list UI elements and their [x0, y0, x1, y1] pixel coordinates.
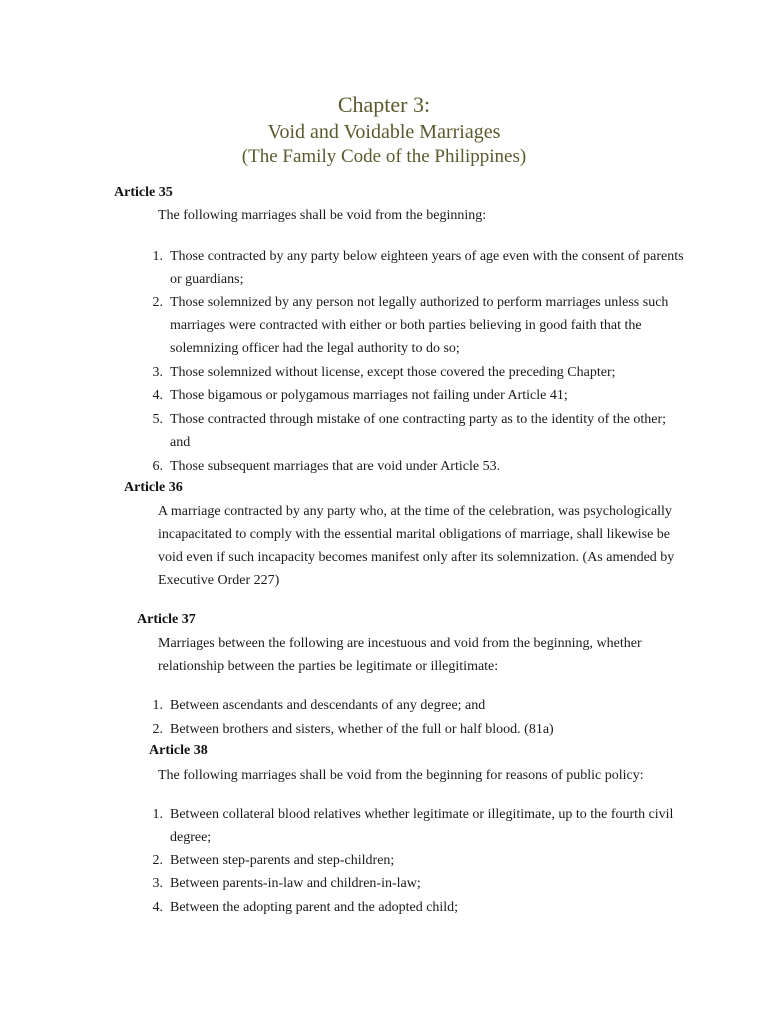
list-item-text — [170, 291, 685, 360]
list-item-line: Those solemnized without license, except those covered the preceding Chapter; — [170, 365, 616, 380]
chapter-subtitle: (The Family Code of the Philippines) — [241, 146, 527, 167]
list-item-text — [170, 361, 685, 384]
list-item-line: Those contracted by any party below eighteen years of age even with the consent of parents — [170, 249, 684, 264]
article-37-intro-line: relationship between the parties be legitimate or illegitimate: — [158, 659, 499, 674]
list-item-number: 1. — [152, 249, 163, 264]
list-item-number: 3. — [152, 876, 163, 891]
list-item-number: 5. — [152, 412, 163, 427]
list-item-text — [170, 384, 685, 407]
list-item-line: Between step-parents and step-children; — [170, 853, 395, 868]
list-item-line: or guardians; — [170, 272, 244, 287]
article-36-line: Executive Order 227) — [158, 573, 280, 588]
list-item-number: 6. — [152, 459, 163, 474]
list-item-text — [170, 408, 685, 454]
list-item-text — [170, 803, 685, 849]
article-36-line: incapacitated to comply with the essential marital obligations of marriage, shall likewise be — [158, 527, 671, 542]
article-38-heading: Article 38 — [149, 743, 208, 758]
article-37-intro-line: Marriages between the following are incestuous and void from the beginning, whether — [158, 636, 642, 651]
list-item-text — [170, 896, 685, 919]
article-35-heading: Article 35 — [114, 185, 173, 200]
list-item-number: 1. — [152, 698, 163, 713]
list-item-line: solemnizing officer had the legal authority to do so; — [170, 341, 460, 356]
article-36-line: void even if such incapacity becomes manifest only after its solemnization. (As amended by — [158, 550, 675, 565]
list-item-line: Those solemnized by any person not legally authorized to perform marriages unless such — [170, 295, 669, 310]
list-item-number: 4. — [152, 388, 163, 403]
list-item-text — [170, 872, 685, 895]
article-38-intro-line: The following marriages shall be void from the beginning for reasons of public policy: — [158, 768, 644, 783]
list-item-number: 2. — [152, 722, 163, 737]
list-item-line: Between the adopting parent and the adopted child; — [170, 900, 459, 915]
article-35-intro — [158, 204, 673, 227]
article-36-heading: Article 36 — [124, 480, 183, 495]
list-item-text — [170, 694, 685, 717]
article-37-heading: Article 37 — [137, 612, 196, 627]
list-item-line: Those contracted through mistake of one contracting party as to the identity of the other; — [170, 412, 667, 427]
article-36-body — [158, 500, 673, 592]
article-35-intro-line: The following marriages shall be void from the beginning: — [158, 208, 487, 223]
list-item-line: Those subsequent marriages that are void under Article 53. — [170, 459, 501, 474]
chapter-title: Void and Voidable Marriages — [267, 121, 501, 143]
list-item-line: Between ascendants and descendants of any degree; and — [170, 698, 486, 713]
list-item-text — [170, 245, 685, 291]
list-item-text — [170, 849, 685, 872]
list-item-line: Between parents-in-law and children-in-law; — [170, 876, 421, 891]
list-item-number: 4. — [152, 900, 163, 915]
article-36-line: A marriage contracted by any party who, at the time of the celebration, was psychologically — [158, 504, 672, 519]
list-item-line: Between collateral blood relatives whether legitimate or illegitimate, up to the fourth civil — [170, 807, 674, 822]
list-item-line: degree; — [170, 830, 212, 845]
chapter-heading: Chapter 3: — [337, 92, 431, 117]
list-item-number: 1. — [152, 807, 163, 822]
list-item-number: 2. — [152, 295, 163, 310]
list-item-text — [170, 455, 685, 478]
list-item-text — [170, 718, 685, 741]
list-item-line: and — [170, 435, 191, 450]
list-item-number: 2. — [152, 853, 163, 868]
article-38-intro — [158, 764, 673, 787]
list-item-line: Those bigamous or polygamous marriages not failing under Article 41; — [170, 388, 568, 403]
list-item-line: marriages were contracted with either or both parties believing in good faith that the — [170, 318, 642, 333]
list-item-line: Between brothers and sisters, whether of the full or half blood. (81a) — [170, 722, 554, 737]
list-item-number: 3. — [152, 365, 163, 380]
article-37-intro — [158, 632, 673, 678]
